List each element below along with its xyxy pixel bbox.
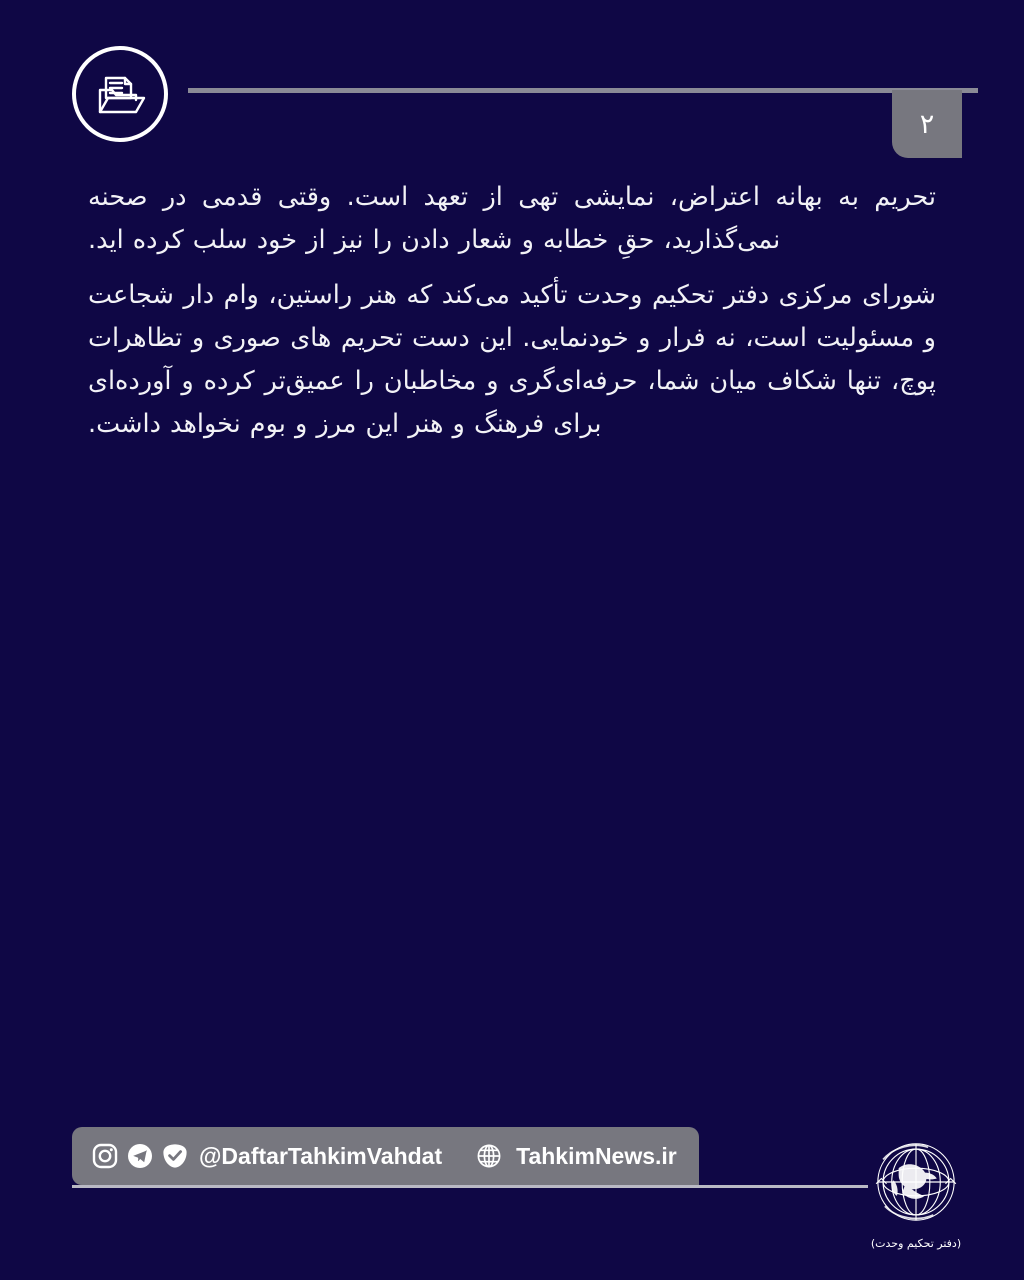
telegram-icon[interactable] — [127, 1143, 153, 1169]
bale-check-icon[interactable] — [162, 1143, 188, 1169]
header-divider — [188, 88, 978, 93]
article-body — [88, 176, 936, 446]
tahkim-vahdat-emblem — [856, 1120, 976, 1250]
paragraph-1: تحریم به بهانه اعتراض، نمایشی تهی از تعهد است. وقتی قدمی در صحنه نمی‌گذارید، حقِ خطابه و شعار دادن را نیز از خود سلب کرده اید. — [88, 182, 936, 255]
emblem-caption: (دفتر تحکیم وحدت) — [870, 1237, 962, 1250]
emblem-mark — [864, 1130, 968, 1234]
paragraph-2: شورای مرکزی دفتر تحکیم وحدت تأکید می‌کند که هنر راستین، وام دار شجاعت و مسئولیت است، نه فرار و خودنمایی. این دست تحریم های صوری و تظاهرات پوچ، تنها شکاف میان شما، حرفه‌ای‌گری و مخاطبان را عمیق‌تر کرده و آورده‌ای برای فرهنگ و هنر این مرز و بوم نخواهد داشت. — [88, 280, 936, 439]
folder-document-icon — [72, 46, 168, 142]
page-number-value: ۲ — [919, 108, 935, 140]
website-url[interactable]: TahkimNews.ir — [516, 1142, 677, 1169]
footer-social-bar — [72, 1127, 699, 1185]
instagram-icon[interactable] — [92, 1143, 118, 1169]
page-number-badge — [892, 90, 962, 158]
globe-icon[interactable] — [476, 1143, 502, 1169]
social-handle[interactable]: @DaftarTahkimVahdat — [199, 1142, 443, 1169]
footer-divider — [72, 1185, 868, 1188]
